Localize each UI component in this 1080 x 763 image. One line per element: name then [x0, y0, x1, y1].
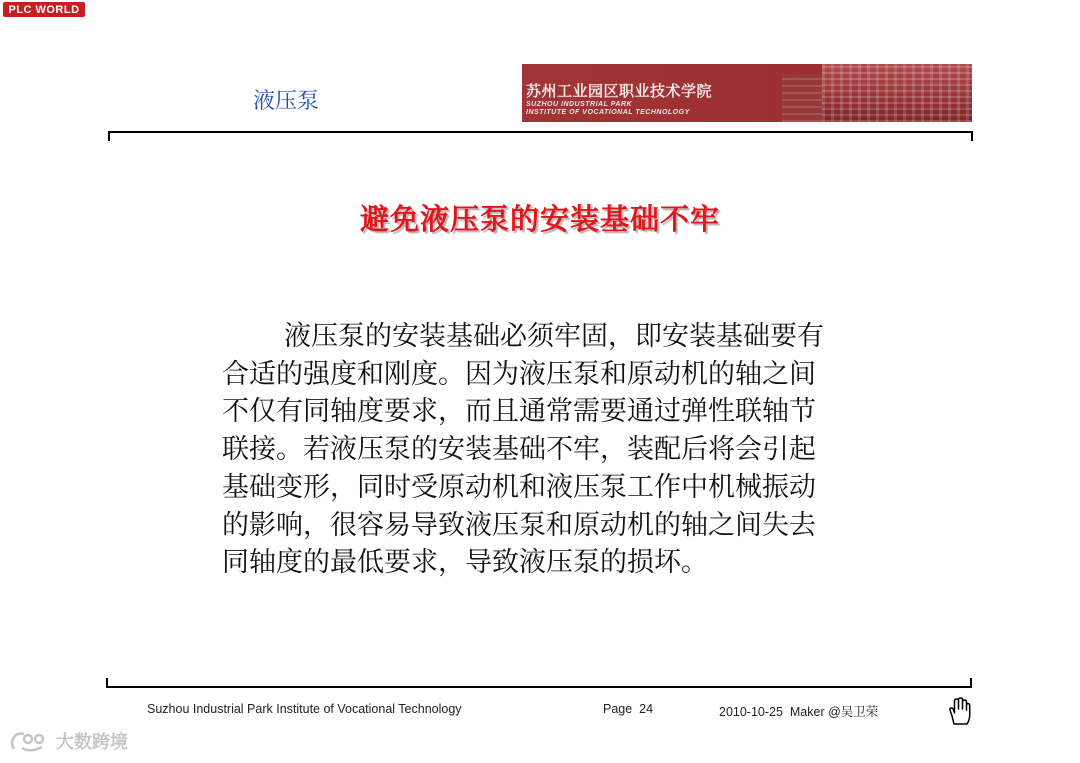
school-banner: [522, 64, 972, 122]
footer-institute: Suzhou Industrial Park Institute of Vocational Technology: [147, 702, 462, 716]
top-divider: [108, 131, 973, 133]
watermark-logo-icon: [8, 729, 50, 753]
school-name-en-line2: INSTITUTE OF VOCATIONAL TECHNOLOGY: [526, 109, 690, 116]
header-title: 液压泵: [253, 89, 320, 114]
school-name-cn: 苏州工业园区职业技术学院: [526, 82, 713, 100]
top-divider-tick-right: [971, 131, 973, 141]
top-divider-tick-left: [108, 131, 110, 141]
watermark: [8, 728, 128, 754]
building-photo-small: [782, 74, 822, 122]
bottom-divider: [106, 686, 972, 688]
body-line: 液压泵的安装基础必须牢固，即安装基础要有: [284, 321, 824, 352]
footer-date-maker: 2010-10-25 Maker @吴卫荣: [719, 705, 879, 719]
plc-world-logo: PLC WORLD: [3, 2, 85, 17]
slide-body: [222, 318, 898, 582]
hand-pointer-icon[interactable]: [947, 696, 973, 726]
bottom-divider-tick-right: [970, 678, 972, 688]
school-name-en-line1: SUZHOU INDUSTRIAL PARK: [526, 101, 633, 108]
slide-heading: 避免液压泵的安装基础不牢: [359, 202, 720, 236]
bottom-divider-tick-left: [106, 678, 108, 688]
building-photo: [822, 64, 972, 122]
body-line: 联接。若液压泵的安装基础不牢，装配后将会引起: [222, 434, 816, 466]
watermark-text: 大数跨境: [56, 732, 128, 753]
footer-page-number: Page 24: [603, 702, 654, 716]
body-line: 的影响，很容易导致液压泵和原动机的轴之间失去: [222, 509, 816, 541]
body-line: 不仅有同轴度要求，而且通常需要通过弹性联轴节: [222, 396, 816, 428]
body-line: 合适的强度和刚度。因为液压泵和原动机的轴之间: [222, 358, 816, 390]
body-line: 同轴度的最低要求，导致液压泵的损坏。: [222, 547, 708, 579]
body-line: 基础变形，同时受原动机和液压泵工作中机械振动: [222, 471, 816, 503]
